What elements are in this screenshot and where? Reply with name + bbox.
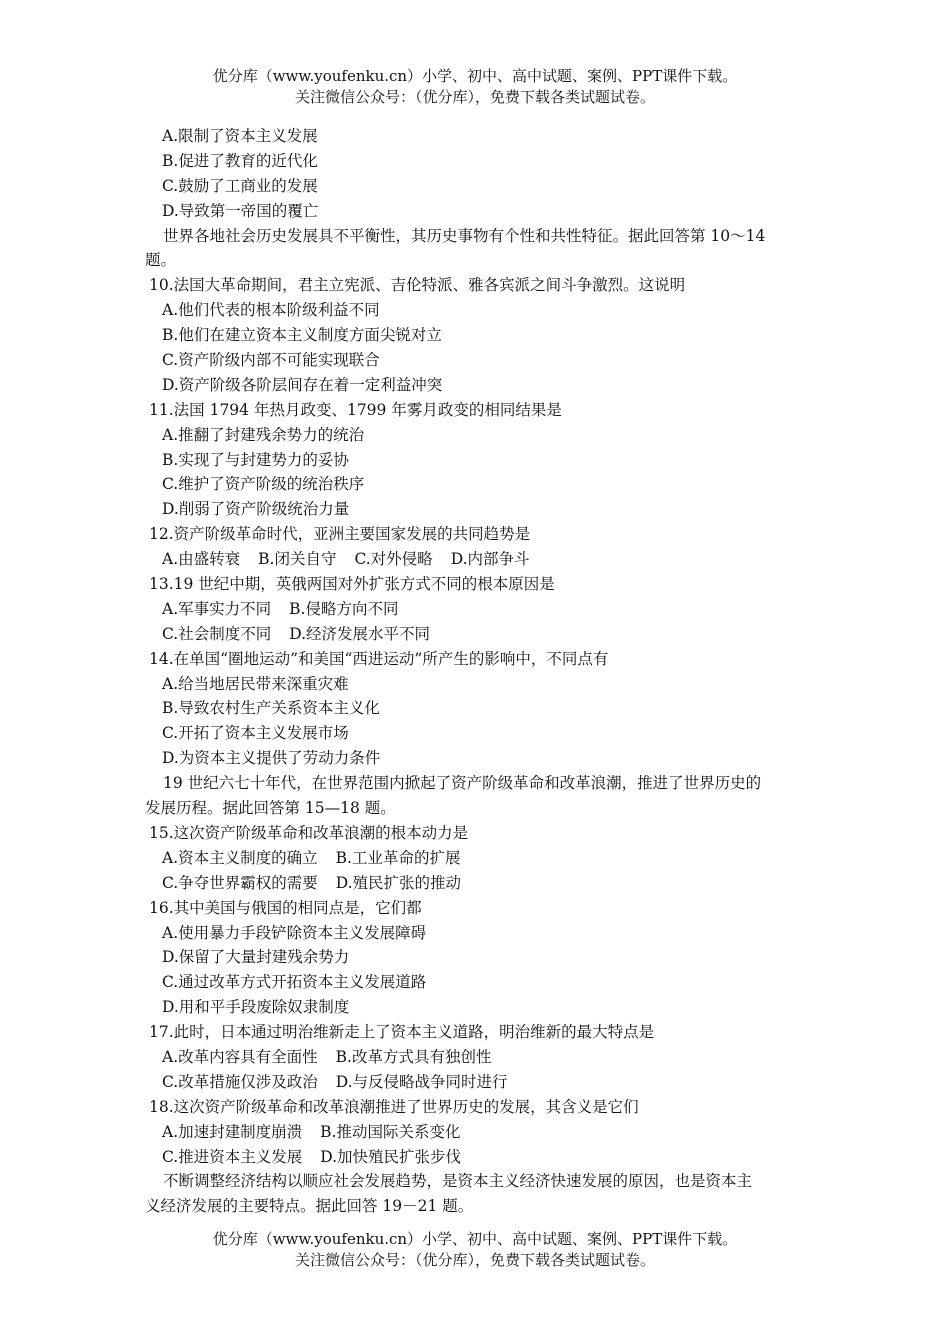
answer-options [145, 672, 815, 697]
answer-options [145, 597, 815, 622]
section-intro-continued [145, 248, 815, 273]
section-intro-continued [145, 1194, 815, 1219]
text-segment: 12.资产阶级革命时代，亚洲主要国家发展的共同趋势是 [149, 525, 531, 544]
question-stem [145, 647, 815, 672]
answer-option: D.用和平手段废除奴隶制度 [162, 998, 350, 1017]
question-stem [145, 1020, 815, 1045]
page-header [0, 66, 950, 108]
text-segment: 16.其中美国与俄国的相同点是，它们都 [149, 898, 422, 917]
text-segment: 题。 [145, 251, 177, 270]
answer-options [145, 348, 815, 373]
answer-option: B.他们在建立资本主义制度方面尖锐对立 [162, 326, 442, 345]
text-segment: 19 世纪六七十年代，在世界范围内掀起了资产阶级革命和改革浪潮，推进了世界历史的 [163, 774, 762, 793]
answer-option: C.资产阶级内部不可能实现联合 [162, 351, 380, 370]
footer-line-1: 优分库（www.youfenku.cn）小学、初中、高中试题、案例、PPT课件下载。 [212, 1230, 738, 1248]
answer-options [145, 1070, 815, 1095]
answer-option: D.加快殖民扩张步伐 [320, 1147, 462, 1166]
section-intro-continued [145, 796, 815, 821]
text-segment: 世界各地社会历史发展具不平衡性，其历史事物有个性和共性特征。据此回答第 10～14 [163, 226, 766, 245]
answer-option: B.闭关自守 [258, 550, 337, 569]
text-segment: 发展历程。据此回答第 15—18 题。 [145, 799, 396, 818]
text-segment: 18.这次资产阶级革命和改革浪潮推进了世界历史的发展，其含义是它们 [149, 1097, 639, 1116]
answer-option: D.与反侵略战争同时进行 [335, 1072, 508, 1091]
answer-option: C.对外侵略 [354, 550, 433, 569]
answer-option: D.削弱了资产阶级统治力量 [162, 500, 350, 519]
text-segment: 11.法国 1794 年热月政变、1799 年雾月政变的相同结果是 [149, 400, 562, 419]
text-segment: 15.这次资产阶级革命和改革浪潮的根本动力是 [149, 823, 469, 842]
answer-option: D.内部争斗 [450, 550, 530, 569]
answer-options [145, 945, 815, 970]
answer-options [145, 547, 815, 572]
answer-option: B.侵略方向不同 [289, 599, 399, 618]
answer-options [145, 871, 815, 896]
answer-options [145, 298, 815, 323]
answer-options [145, 124, 815, 149]
question-stem [145, 572, 815, 597]
answer-options [145, 373, 815, 398]
answer-option: A.推翻了封建残余势力的统治 [162, 425, 365, 444]
answer-option: D.经济发展水平不同 [289, 624, 431, 643]
answer-option: A.由盛转衰 [162, 550, 241, 569]
text-segment: 10.法国大革命期间，君主立宪派、吉伦特派、雅各宾派之间斗争激烈。这说明 [149, 276, 686, 295]
header-line-2: 关注微信公众号：（优分库），免费下载各类试题试卷。 [294, 88, 655, 106]
answer-options [145, 1045, 815, 1070]
answer-option: C.鼓励了工商业的发展 [162, 176, 318, 195]
answer-option: A.加速封建制度崩溃 [162, 1122, 303, 1141]
question-stem [145, 398, 815, 423]
answer-options [145, 323, 815, 348]
section-intro [145, 1169, 815, 1194]
answer-option: D.导致第一帝国的覆亡 [162, 201, 319, 220]
answer-option: D.资产阶级各阶层间存在着一定利益冲突 [162, 375, 443, 394]
answer-options [145, 423, 815, 448]
question-stem [145, 1095, 815, 1120]
answer-options [145, 696, 815, 721]
answer-option: B.推动国际关系变化 [320, 1122, 461, 1141]
answer-option: A.资本主义制度的确立 [162, 848, 318, 867]
answer-options [145, 174, 815, 199]
text-segment: 17.此时，日本通过明治维新走上了资本主义道路，明治维新的最大特点是 [149, 1023, 655, 1042]
answer-options [145, 995, 815, 1020]
answer-options [145, 1145, 815, 1170]
answer-options [145, 472, 815, 497]
answer-option: B.工业革命的扩展 [335, 848, 461, 867]
question-stem [145, 273, 815, 298]
answer-option: B.实现了与封建势力的妥协 [162, 450, 349, 469]
answer-options [145, 970, 815, 995]
answer-option: A.军事实力不同 [162, 599, 272, 618]
answer-options [145, 746, 815, 771]
answer-options [145, 149, 815, 174]
answer-option: C.争夺世界霸权的需要 [162, 873, 318, 892]
question-stem [145, 896, 815, 921]
answer-option: C.开拓了资本主义发展市场 [162, 724, 349, 743]
answer-options [145, 448, 815, 473]
answer-options [145, 846, 815, 871]
answer-option: A.使用暴力手段铲除资本主义发展障碍 [162, 923, 427, 942]
answer-options [145, 199, 815, 224]
answer-option: B.改革方式具有独创性 [335, 1047, 492, 1066]
answer-options [145, 921, 815, 946]
answer-option: D.殖民扩张的推动 [335, 873, 462, 892]
text-segment: 13.19 世纪中期，英俄两国对外扩张方式不同的根本原因是 [149, 575, 555, 594]
answer-options [145, 721, 815, 746]
text-segment: 不断调整经济结构以顺应社会发展趋势，是资本主义经济快速发展的原因，也是资本主 [163, 1172, 753, 1191]
header-line-1: 优分库（www.youfenku.cn）小学、初中、高中试题、案例、PPT课件下载。 [212, 67, 738, 85]
answer-option: B.促进了教育的近代化 [162, 151, 318, 170]
answer-options [145, 497, 815, 522]
text-segment: 义经济发展的主要特点。据此回答 19－21 题。 [145, 1197, 474, 1216]
answer-option: C.社会制度不同 [162, 624, 272, 643]
section-intro [145, 224, 815, 249]
answer-options [145, 1120, 815, 1145]
exam-content [145, 124, 815, 1219]
answer-option: A.给当地居民带来深重灾难 [162, 674, 349, 693]
answer-option: A.他们代表的根本阶级利益不同 [162, 301, 380, 320]
question-stem [145, 821, 815, 846]
answer-option: A.改革内容具有全面性 [162, 1047, 318, 1066]
question-stem [145, 522, 815, 547]
answer-options [145, 622, 815, 647]
answer-option: D.为资本主义提供了劳动力条件 [162, 749, 381, 768]
answer-option: A.限制了资本主义发展 [162, 127, 318, 145]
answer-option: B.导致农村生产关系资本主义化 [162, 699, 380, 718]
answer-option: C.推进资本主义发展 [162, 1147, 303, 1166]
answer-option: D.保留了大量封建残余势力 [162, 948, 350, 967]
answer-option: C.改革措施仅涉及政治 [162, 1072, 318, 1091]
answer-option: C.通过改革方式开拓资本主义发展道路 [162, 973, 427, 992]
text-segment: 14.在单国“圈地运动”和美国“西进运动”所产生的影响中，不同点有 [149, 649, 609, 668]
section-intro [145, 771, 815, 796]
footer-line-2: 关注微信公众号：（优分库），免费下载各类试题试卷。 [294, 1251, 655, 1269]
answer-option: C.维护了资产阶级的统治秩序 [162, 475, 365, 494]
page-footer [0, 1229, 950, 1271]
